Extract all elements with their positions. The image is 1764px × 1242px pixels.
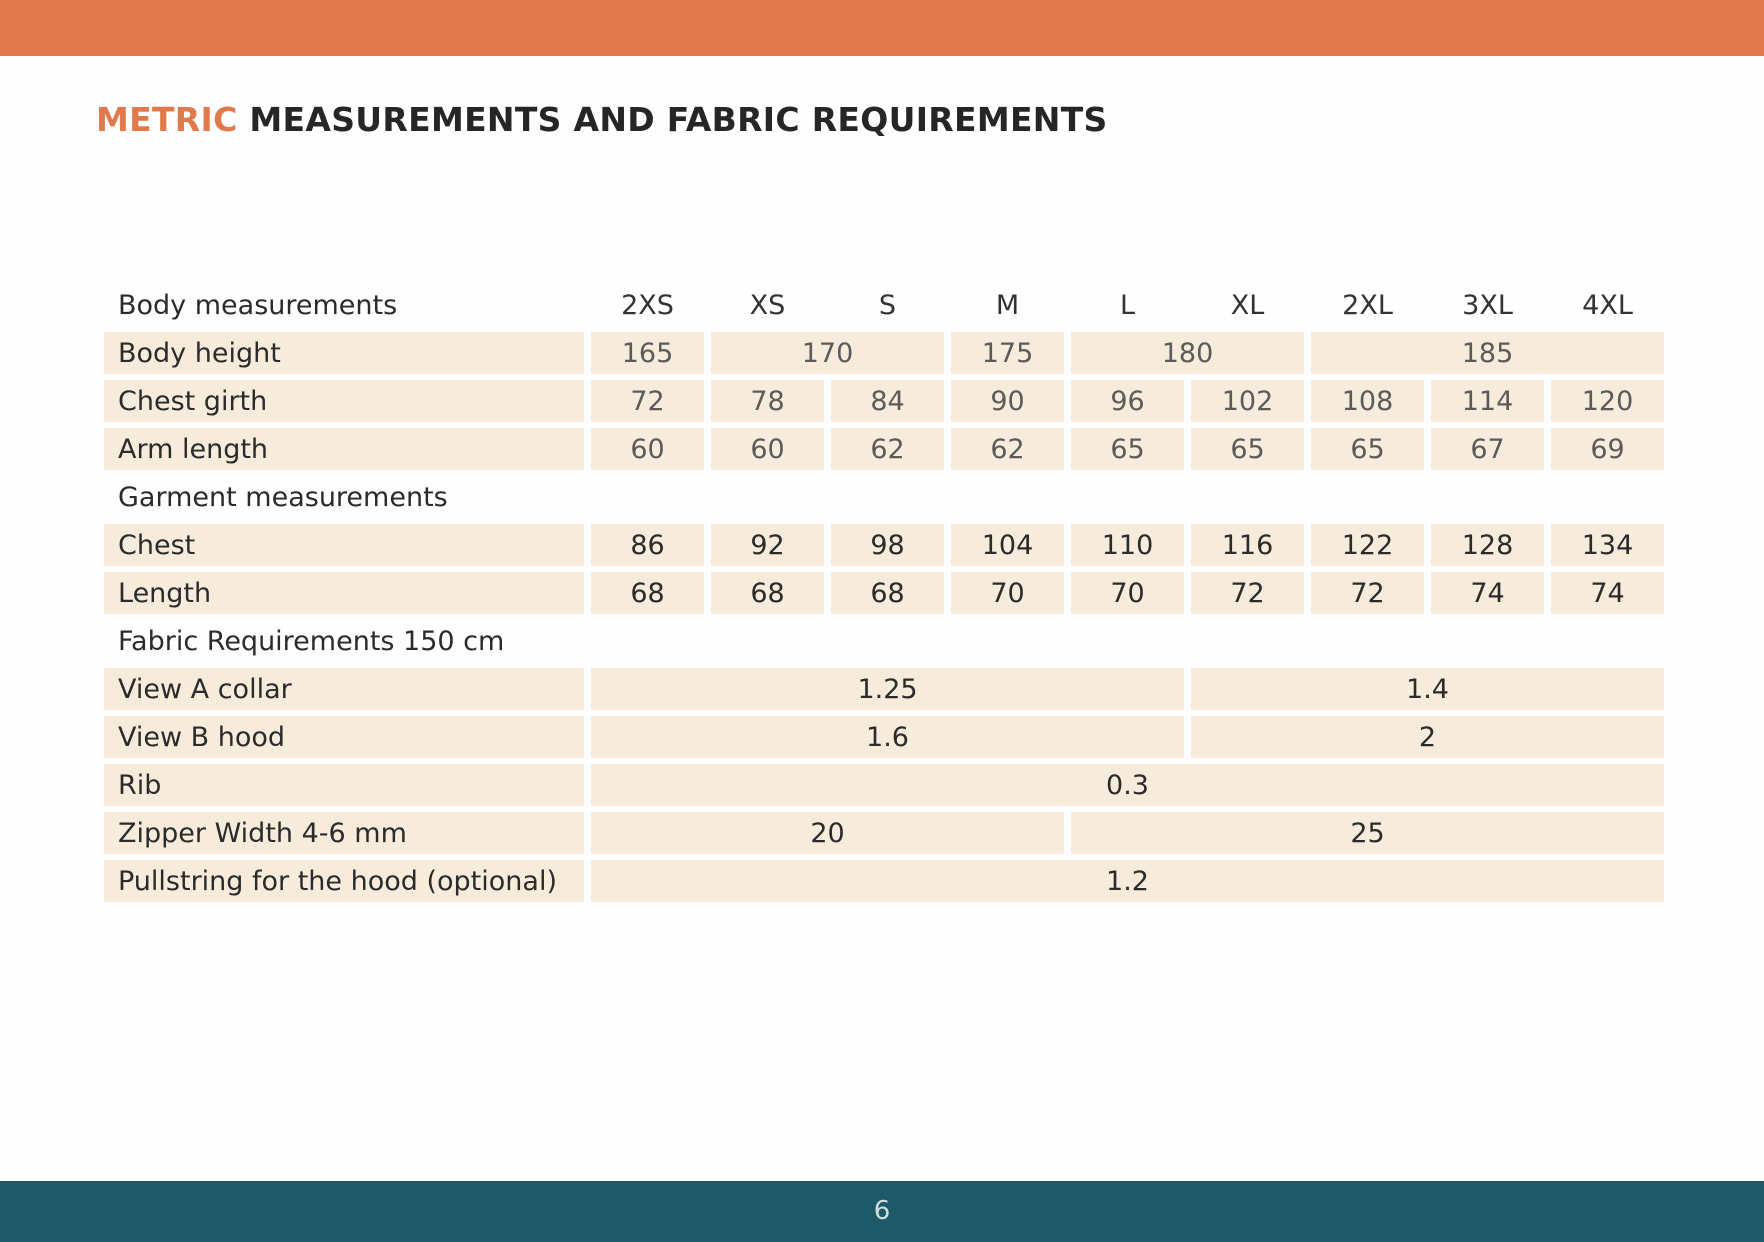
section-heading: Garment measurements [118, 481, 448, 513]
row-label: View B hood [104, 716, 584, 758]
table-cell: 110 [1071, 524, 1184, 566]
table-cell: 108 [1311, 380, 1424, 422]
table-cell: 98 [831, 524, 944, 566]
row-label: Length [104, 572, 584, 614]
table-cell: 180 [1071, 332, 1304, 374]
table-cell: 70 [951, 572, 1064, 614]
page-number: 6 [873, 1196, 891, 1226]
table-cell: 165 [591, 332, 704, 374]
table-cell: 20 [591, 812, 1064, 854]
table-cell: 70 [1071, 572, 1184, 614]
row-label: Chest girth [104, 380, 584, 422]
table-cell: 62 [951, 428, 1064, 470]
table-cell: 69 [1551, 428, 1664, 470]
table-cell: 68 [711, 572, 824, 614]
row-label: Body height [104, 332, 584, 374]
title-accent: METRIC [96, 100, 238, 139]
table-cell: 170 [711, 332, 944, 374]
table-row [104, 812, 1664, 854]
section-heading-row [104, 620, 1664, 662]
size-header: M [995, 289, 1020, 321]
table-cell: 120 [1551, 380, 1664, 422]
table-row [104, 716, 1664, 758]
table-cell: 96 [1071, 380, 1184, 422]
table-cell: 1.25 [591, 668, 1184, 710]
table-cell: 134 [1551, 524, 1664, 566]
size-header: S [878, 289, 897, 321]
table-cell: 68 [591, 572, 704, 614]
row-label: Chest [104, 524, 584, 566]
table-cell: 65 [1191, 428, 1304, 470]
row-label: Pullstring for the hood (optional) [104, 860, 584, 902]
table-cell: 1.4 [1191, 668, 1664, 710]
section-heading-row [104, 476, 1664, 518]
table-cell: 65 [1071, 428, 1184, 470]
row-label: Rib [104, 764, 584, 806]
table-cell: 122 [1311, 524, 1424, 566]
table-row [104, 860, 1664, 902]
table-cell: 128 [1431, 524, 1544, 566]
table-cell: 104 [951, 524, 1064, 566]
size-header: 2XL [1342, 289, 1393, 321]
table-row [104, 524, 1664, 566]
table-row [104, 572, 1664, 614]
measurements-table [97, 278, 1671, 908]
table-cell: 2 [1191, 716, 1664, 758]
table-cell: 0.3 [591, 764, 1664, 806]
table-cell: 102 [1191, 380, 1304, 422]
table-cell: 72 [591, 380, 704, 422]
table-cell: 78 [711, 380, 824, 422]
table-row [104, 380, 1664, 422]
table-row [104, 428, 1664, 470]
page-title [96, 100, 1108, 139]
header-label: Body measurements [118, 289, 398, 321]
table-cell: 72 [1191, 572, 1304, 614]
table-cell: 92 [711, 524, 824, 566]
row-label: Zipper Width 4-6 mm [104, 812, 584, 854]
table-cell: 114 [1431, 380, 1544, 422]
table-cell: 84 [831, 380, 944, 422]
table-cell: 65 [1311, 428, 1424, 470]
table-cell: 185 [1311, 332, 1664, 374]
row-label: View A collar [104, 668, 584, 710]
size-header: 2XS [621, 289, 674, 321]
size-header: 4XL [1582, 289, 1633, 321]
row-label: Arm length [104, 428, 584, 470]
size-header: XS [749, 289, 786, 321]
table-row [104, 332, 1664, 374]
title-text: MEASUREMENTS AND FABRIC REQUIREMENTS [249, 100, 1108, 139]
table-cell: 62 [831, 428, 944, 470]
size-header: 3XL [1462, 289, 1513, 321]
table-cell: 72 [1311, 572, 1424, 614]
table-cell: 116 [1191, 524, 1304, 566]
table-cell: 74 [1551, 572, 1664, 614]
table-cell: 90 [951, 380, 1064, 422]
top-accent-bar [0, 0, 1764, 56]
table-cell: 74 [1431, 572, 1544, 614]
table-row [104, 668, 1664, 710]
table-cell: 25 [1071, 812, 1664, 854]
table-cell: 1.2 [591, 860, 1664, 902]
table-header-row [104, 284, 1664, 326]
table-cell: 60 [711, 428, 824, 470]
size-header: XL [1230, 289, 1265, 321]
size-header: L [1119, 289, 1136, 321]
table-row [104, 764, 1664, 806]
table-cell: 67 [1431, 428, 1544, 470]
table-cell: 60 [591, 428, 704, 470]
table-cell: 68 [831, 572, 944, 614]
table-cell: 86 [591, 524, 704, 566]
section-heading: Fabric Requirements 150 cm [118, 625, 505, 657]
table-cell: 175 [951, 332, 1064, 374]
table-cell: 1.6 [591, 716, 1184, 758]
